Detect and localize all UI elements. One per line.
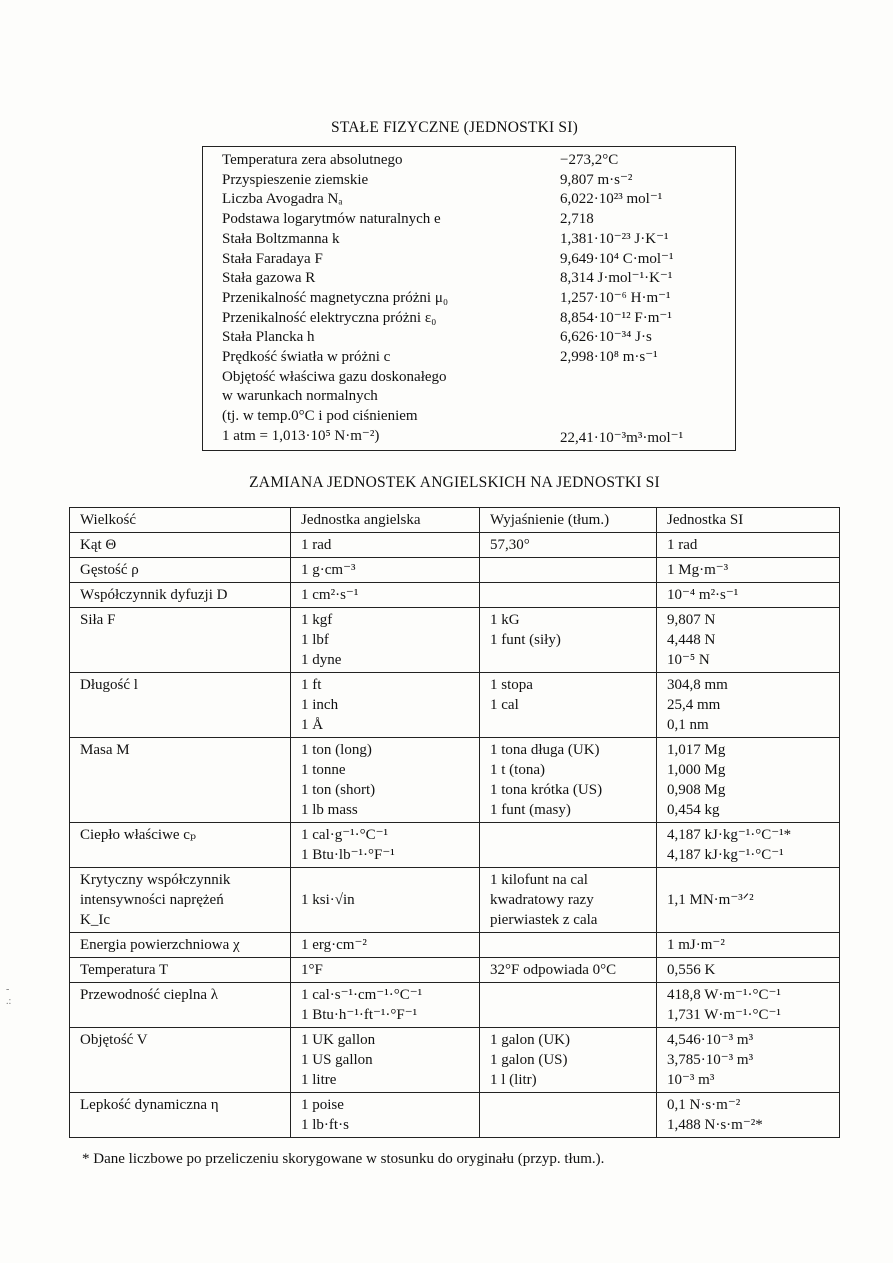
cell-line: 1,000 Mg — [667, 762, 726, 778]
table-row — [70, 1028, 840, 1093]
quantity-cell — [70, 823, 291, 868]
scan-mark: .: — [6, 996, 12, 1007]
english-unit-cell — [291, 738, 480, 823]
cell-line: 1 ton (long) — [301, 742, 372, 758]
si-unit-cell — [657, 823, 840, 868]
english-unit-cell — [291, 958, 480, 983]
cell-line: 1 rad — [667, 537, 698, 553]
constants-title: STAŁE FIZYCZNE (JEDNOSTKI SI) — [331, 119, 578, 136]
cell-line: 1 poise — [301, 1097, 344, 1113]
cell-line: 1 tonne — [301, 762, 346, 778]
cell-line: 10⁻⁵ N — [667, 652, 710, 668]
cell-line: 0,908 Mg — [667, 782, 726, 798]
cell-line: 1 UK gallon — [301, 1032, 376, 1048]
molar-volume-line: 1 atm = 1,013·10⁵ N·m⁻²) — [222, 427, 380, 444]
conversion-table — [69, 507, 840, 1138]
cell-line: 1 l (litr) — [490, 1072, 537, 1088]
cell-line: K_Ic — [80, 912, 110, 928]
cell-line: 0,454 kg — [667, 802, 720, 818]
english-unit-cell — [291, 608, 480, 673]
cell-line: 0,1 nm — [667, 717, 709, 733]
cell-line: 1 ton (short) — [301, 782, 376, 798]
explanation-cell — [480, 823, 657, 868]
si-unit-cell — [657, 533, 840, 558]
cell-line: 1 cal — [490, 697, 519, 713]
cell-line: 1 funt (siły) — [490, 632, 561, 648]
cell-line: 1 lbf — [301, 632, 329, 648]
constant-value: 6,022·10²³ mol⁻¹ — [560, 191, 663, 208]
cell-line: 1°F — [301, 962, 323, 978]
cell-line: 1 kilofunt na cal — [490, 872, 588, 888]
cell-line: pierwiastek z cala — [490, 912, 598, 928]
cell-line: 57,30° — [490, 537, 530, 553]
cell-line: 0,556 K — [667, 962, 716, 978]
cell-line: 1,731 W·m⁻¹·°C⁻¹ — [667, 1007, 781, 1023]
cell-line: 1,1 MN·m⁻³ᐟ² — [667, 892, 754, 908]
constant-name: Podstawa logarytmów naturalnych e — [222, 211, 441, 228]
cell-line: 1 g·cm⁻³ — [301, 562, 356, 578]
english-unit-cell — [291, 1093, 480, 1138]
quantity-cell — [70, 673, 291, 738]
conversion-title: ZAMIANA JEDNOSTEK ANGIELSKICH NA JEDNOSTKI SI — [249, 474, 660, 491]
cell-line: 32°F odpowiada 0°C — [490, 962, 617, 978]
header-english-unit: Jednostka angielska — [291, 508, 480, 533]
english-unit-cell — [291, 558, 480, 583]
cell-line: 10⁻⁴ m²·s⁻¹ — [667, 587, 739, 603]
molar-volume-line: (tj. w temp.0°C i pod ciśnieniem — [222, 408, 418, 425]
table-row — [70, 533, 840, 558]
cell-line: intensywności naprężeń — [80, 892, 224, 908]
cell-line: 3,785·10⁻³ m³ — [667, 1052, 754, 1068]
cell-line: Kąt Θ — [80, 537, 117, 553]
constant-name: Przenikalność magnetyczna próżni μ₀ — [222, 289, 449, 306]
header-explanation: Wyjaśnienie (tłum.) — [480, 508, 657, 533]
si-unit-cell — [657, 1028, 840, 1093]
quantity-cell — [70, 958, 291, 983]
table-row — [70, 738, 840, 823]
cell-line: Współczynnik dyfuzji D — [80, 587, 228, 603]
explanation-cell — [480, 933, 657, 958]
constant-name: Stała Plancka h — [222, 329, 315, 346]
quantity-cell — [70, 868, 291, 933]
cell-line: 1 litre — [301, 1072, 337, 1088]
si-unit-cell — [657, 608, 840, 673]
cell-line: 1 ksi·√in — [301, 892, 355, 908]
cell-line: 4,546·10⁻³ m³ — [667, 1032, 754, 1048]
cell-line: 1 mJ·m⁻² — [667, 937, 725, 953]
cell-line: 1 t (tona) — [490, 762, 545, 778]
quantity-cell — [70, 583, 291, 608]
explanation-cell — [480, 958, 657, 983]
constant-name: Stała Boltzmanna k — [222, 230, 340, 247]
cell-line: 1 Mg·m⁻³ — [667, 562, 729, 578]
quantity-cell — [70, 1028, 291, 1093]
cell-line: 1 lb mass — [301, 802, 358, 818]
constant-value: 2,998·10⁸ m·s⁻¹ — [560, 349, 658, 365]
cell-line: 1 Btu·lb⁻¹·°F⁻¹ — [301, 847, 395, 863]
si-unit-cell — [657, 558, 840, 583]
cell-line: 4,448 N — [667, 632, 716, 648]
cell-line: 4,187 kJ·kg⁻¹·°C⁻¹* — [667, 827, 792, 843]
si-unit-cell — [657, 583, 840, 608]
table-header-row — [70, 508, 840, 533]
cell-line: Długość l — [80, 677, 138, 693]
cell-line: 1 US gallon — [301, 1052, 373, 1068]
molar-volume-value: 22,41·10⁻³m³·mol⁻¹ — [560, 429, 684, 446]
constant-value: 8,854·10⁻¹² F·m⁻¹ — [560, 309, 672, 326]
cell-line: 1 stopa — [490, 677, 533, 693]
table-row — [70, 868, 840, 933]
table-row — [70, 823, 840, 868]
constant-value: −273,2°C — [560, 152, 619, 168]
explanation-cell — [480, 583, 657, 608]
cell-line: 1 inch — [301, 697, 339, 713]
cell-line: Temperatura T — [80, 962, 169, 978]
explanation-cell — [480, 983, 657, 1028]
cell-line: 1 cm²·s⁻¹ — [301, 587, 359, 603]
constant-name: Przyspieszenie ziemskie — [222, 171, 369, 188]
table-row — [70, 583, 840, 608]
cell-line: 1 rad — [301, 537, 332, 553]
constant-name: Przenikalność elektryczna próżni ε₀ — [222, 309, 437, 326]
cell-line: Lepkość dynamiczna η — [80, 1097, 219, 1113]
explanation-cell — [480, 608, 657, 673]
cell-line: 1 funt (masy) — [490, 802, 571, 818]
constant-name: Liczba Avogadra Nₐ — [222, 191, 343, 208]
english-unit-cell — [291, 583, 480, 608]
cell-line: Siła F — [80, 612, 116, 628]
cell-line: 1 Å — [301, 717, 324, 733]
header-quantity: Wielkość — [70, 508, 291, 533]
footnote: * Dane liczbowe po przeliczeniu skorygowane w stosunku do oryginału (przyp. tłum.). — [82, 1151, 605, 1167]
cell-line: Objętość V — [80, 1032, 148, 1048]
english-unit-cell — [291, 673, 480, 738]
si-unit-cell — [657, 983, 840, 1028]
si-unit-cell — [657, 1093, 840, 1138]
explanation-cell — [480, 533, 657, 558]
cell-line: 1 tona długa (UK) — [490, 742, 600, 758]
quantity-cell — [70, 558, 291, 583]
constants-box — [202, 146, 736, 451]
quantity-cell — [70, 738, 291, 823]
cell-line: Masa M — [80, 742, 130, 758]
table-row — [70, 983, 840, 1028]
table-row — [70, 608, 840, 673]
cell-line: 9,807 N — [667, 612, 716, 628]
english-unit-cell — [291, 983, 480, 1028]
si-unit-cell — [657, 933, 840, 958]
cell-line: 1 ft — [301, 677, 322, 693]
quantity-cell — [70, 1093, 291, 1138]
constant-name: Stała gazowa R — [222, 270, 316, 287]
constant-value: 6,626·10⁻³⁴ J·s — [560, 329, 652, 346]
explanation-cell — [480, 558, 657, 583]
explanation-cell — [480, 1093, 657, 1138]
cell-line: 1 galon (UK) — [490, 1032, 570, 1048]
cell-line: 4,187 kJ·kg⁻¹·°C⁻¹ — [667, 847, 784, 863]
cell-line: 1 Btu·h⁻¹·ft⁻¹·°F⁻¹ — [301, 1007, 418, 1023]
quantity-cell — [70, 983, 291, 1028]
english-unit-cell — [291, 933, 480, 958]
cell-line: 1 tona krótka (US) — [490, 782, 603, 798]
explanation-cell — [480, 673, 657, 738]
table-row — [70, 958, 840, 983]
header-si-unit: Jednostka SI — [657, 508, 840, 533]
cell-line: kwadratowy razy — [490, 892, 594, 908]
molar-volume-line: w warunkach normalnych — [222, 388, 378, 405]
table-row — [70, 673, 840, 738]
quantity-cell — [70, 533, 291, 558]
cell-line: 10⁻³ m³ — [667, 1072, 715, 1088]
cell-line: 0,1 N·s·m⁻² — [667, 1097, 741, 1113]
si-unit-cell — [657, 868, 840, 933]
english-unit-cell — [291, 868, 480, 933]
si-unit-cell — [657, 673, 840, 738]
cell-line: 1,488 N·s·m⁻²* — [667, 1117, 763, 1133]
quantity-cell — [70, 933, 291, 958]
cell-line: 304,8 mm — [667, 677, 728, 693]
constant-value: 9,807 m·s⁻² — [560, 171, 633, 188]
table-row — [70, 1093, 840, 1138]
constant-value: 9,649·10⁴ C·mol⁻¹ — [560, 250, 674, 267]
explanation-cell — [480, 868, 657, 933]
english-unit-cell — [291, 533, 480, 558]
constant-value: 2,718 — [560, 211, 594, 228]
cell-line: 418,8 W·m⁻¹·°C⁻¹ — [667, 987, 781, 1003]
explanation-cell — [480, 738, 657, 823]
constant-value: 1,381·10⁻²³ J·K⁻¹ — [560, 230, 669, 247]
constant-name: Stała Faradaya F — [222, 250, 323, 267]
cell-line: 1 erg·cm⁻² — [301, 937, 367, 953]
molar-volume-line: Objętość właściwa gazu doskonałego — [222, 368, 447, 385]
si-unit-cell — [657, 738, 840, 823]
cell-line: Gęstość ρ — [80, 562, 139, 578]
cell-line: Energia powierzchniowa χ — [80, 937, 240, 953]
cell-line: 1 cal·s⁻¹·cm⁻¹·°C⁻¹ — [301, 987, 423, 1003]
cell-line: 1 galon (US) — [490, 1052, 568, 1068]
cell-line: 25,4 mm — [667, 697, 721, 713]
cell-line: Przewodność cieplna λ — [80, 987, 219, 1003]
table-row — [70, 933, 840, 958]
scan-mark: - — [6, 984, 10, 995]
cell-line: 1 cal·g⁻¹·°C⁻¹ — [301, 827, 389, 843]
si-unit-cell — [657, 958, 840, 983]
english-unit-cell — [291, 823, 480, 868]
constant-value: 1,257·10⁻⁶ H·m⁻¹ — [560, 289, 671, 306]
cell-line: Ciepło właściwe cₚ — [80, 827, 196, 843]
cell-line: 1 lb·ft·s — [301, 1117, 349, 1133]
explanation-cell — [480, 1028, 657, 1093]
cell-line: 1 kG — [490, 612, 520, 628]
cell-line: 1,017 Mg — [667, 742, 726, 758]
cell-line: 1 kgf — [301, 612, 333, 628]
quantity-cell — [70, 608, 291, 673]
constant-name: Prędkość światła w próżni c — [222, 349, 391, 365]
constant-name: Temperatura zera absolutnego — [222, 152, 403, 168]
table-row — [70, 558, 840, 583]
cell-line: 1 dyne — [301, 652, 342, 668]
constant-value: 8,314 J·mol⁻¹·K⁻¹ — [560, 270, 673, 287]
cell-line: Krytyczny współczynnik — [80, 872, 231, 888]
english-unit-cell — [291, 1028, 480, 1093]
